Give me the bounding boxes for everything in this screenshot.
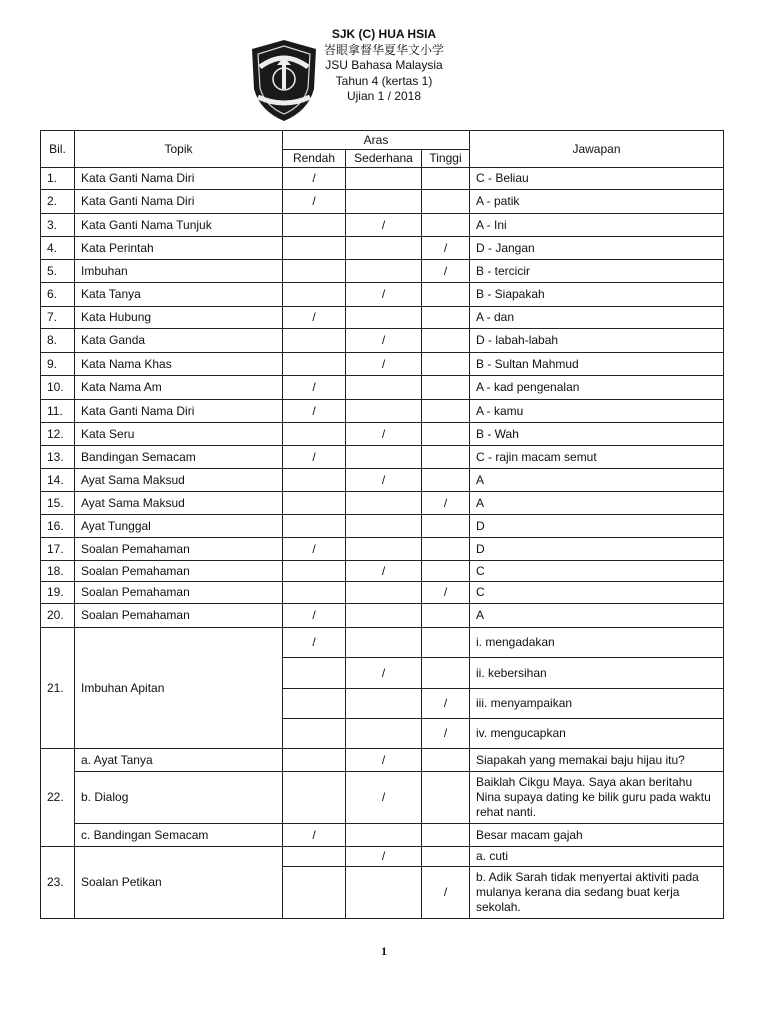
level-rendah-cell: [283, 749, 346, 772]
header-rendah: Rendah: [283, 150, 346, 168]
bil-cell: 13.: [41, 446, 75, 469]
level-rendah-cell: [283, 867, 346, 919]
bil-cell: 12.: [41, 423, 75, 446]
level-rendah-cell: [283, 515, 346, 538]
level-tinggi-cell: [422, 283, 470, 307]
table-row: [41, 469, 724, 492]
level-rendah-cell: [283, 353, 346, 376]
jawapan-cell: A: [470, 469, 724, 492]
topik-cell: Kata Ganda: [75, 329, 283, 353]
level-rendah-cell: [283, 689, 346, 719]
jawapan-cell: A - dan: [470, 307, 724, 329]
table-row: [41, 772, 724, 824]
jawapan-cell: A - kamu: [470, 400, 724, 423]
level-tinggi-cell: [422, 376, 470, 400]
topik-cell: Soalan Pemahaman: [75, 582, 283, 604]
table-row: [41, 376, 724, 400]
topik-cell: Ayat Tunggal: [75, 515, 283, 538]
table-row: [41, 168, 724, 190]
table-row: [41, 307, 724, 329]
topik-cell: Bandingan Semacam: [75, 446, 283, 469]
school-crest-logo: [246, 37, 322, 123]
level-tinggi-cell: [422, 847, 470, 867]
level-sederhana-cell: /: [346, 329, 422, 353]
topik-cell: Kata Nama Khas: [75, 353, 283, 376]
level-sederhana-cell: [346, 719, 422, 749]
topik-cell: Kata Perintah: [75, 237, 283, 260]
table-row: [41, 214, 724, 237]
table-row: [41, 283, 724, 307]
topik-cell: Kata Ganti Nama Diri: [75, 400, 283, 423]
level-sederhana-cell: [346, 446, 422, 469]
level-tinggi-cell: [422, 168, 470, 190]
jawapan-cell: Besar macam gajah: [470, 824, 724, 847]
level-sederhana-cell: /: [346, 772, 422, 824]
school-name: SJK (C) HUA HSIA: [331, 27, 437, 41]
level-tinggi-cell: [422, 749, 470, 772]
level-sederhana-cell: /: [346, 561, 422, 582]
year-paper: Tahun 4 (kertas 1): [335, 73, 433, 88]
level-rendah-cell: /: [283, 446, 346, 469]
table-row: [41, 400, 724, 423]
jawapan-cell: B - Sultan Mahmud: [470, 353, 724, 376]
table-row: [41, 582, 724, 604]
bil-cell: 6.: [41, 283, 75, 307]
level-rendah-cell: [283, 492, 346, 515]
level-tinggi-cell: [422, 214, 470, 237]
level-sederhana-cell: /: [346, 214, 422, 237]
level-sederhana-cell: /: [346, 749, 422, 772]
level-tinggi-cell: [422, 423, 470, 446]
jawapan-cell: ii. kebersihan: [470, 658, 724, 689]
level-rendah-cell: /: [283, 168, 346, 190]
bil-cell: 8.: [41, 329, 75, 353]
level-tinggi-cell: [422, 515, 470, 538]
level-tinggi-cell: /: [422, 689, 470, 719]
jawapan-cell: D - Jangan: [470, 237, 724, 260]
level-sederhana-cell: /: [346, 353, 422, 376]
table-row: [41, 824, 724, 847]
level-rendah-cell: [283, 719, 346, 749]
table-row: [41, 561, 724, 582]
topik-cell: Imbuhan: [75, 260, 283, 283]
level-sederhana-cell: [346, 400, 422, 423]
table-row: [41, 329, 724, 353]
jawapan-cell: iii. menyampaikan: [470, 689, 724, 719]
header-tinggi: Tinggi: [422, 150, 470, 168]
level-sederhana-cell: [346, 376, 422, 400]
table-row: [41, 538, 724, 561]
level-rendah-cell: [283, 214, 346, 237]
level-tinggi-cell: [422, 307, 470, 329]
jawapan-cell: C: [470, 561, 724, 582]
header-bil: Bil.: [41, 131, 75, 168]
level-rendah-cell: /: [283, 376, 346, 400]
level-tinggi-cell: [422, 772, 470, 824]
level-sederhana-cell: /: [346, 423, 422, 446]
level-sederhana-cell: /: [346, 283, 422, 307]
bil-cell: 7.: [41, 307, 75, 329]
level-rendah-cell: /: [283, 190, 346, 214]
level-tinggi-cell: [422, 658, 470, 689]
level-sederhana-cell: [346, 515, 422, 538]
level-rendah-cell: [283, 260, 346, 283]
topik-cell: Ayat Sama Maksud: [75, 492, 283, 515]
topik-cell: Imbuhan Apitan: [75, 628, 283, 749]
topik-cell: Kata Ganti Nama Tunjuk: [75, 214, 283, 237]
bil-cell: 4.: [41, 237, 75, 260]
level-sederhana-cell: [346, 168, 422, 190]
jawapan-cell: A - kad pengenalan: [470, 376, 724, 400]
school-name-chinese: 峇眼拿督华夏华文小学: [323, 42, 444, 57]
bil-cell: 18.: [41, 561, 75, 582]
topik-cell: a. Ayat Tanya: [75, 749, 283, 772]
level-sederhana-cell: /: [346, 847, 422, 867]
topik-cell: Kata Tanya: [75, 283, 283, 307]
level-tinggi-cell: /: [422, 867, 470, 919]
bil-cell: 19.: [41, 582, 75, 604]
jawapan-cell: A: [470, 492, 724, 515]
level-tinggi-cell: /: [422, 237, 470, 260]
table-body: [41, 168, 724, 919]
jawapan-cell: B - Wah: [470, 423, 724, 446]
topik-cell: Kata Nama Am: [75, 376, 283, 400]
jawapan-cell: B - Siapakah: [470, 283, 724, 307]
level-rendah-cell: [283, 847, 346, 867]
level-sederhana-cell: [346, 538, 422, 561]
bil-cell: 20.: [41, 604, 75, 628]
bil-cell: 2.: [41, 190, 75, 214]
jawapan-cell: C - rajin macam semut: [470, 446, 724, 469]
level-rendah-cell: /: [283, 400, 346, 423]
bil-cell: 5.: [41, 260, 75, 283]
table-row: [41, 604, 724, 628]
page-number: 1: [381, 944, 387, 958]
table-row: [41, 847, 724, 867]
topik-cell: b. Dialog: [75, 772, 283, 824]
bil-cell: 23.: [41, 847, 75, 919]
level-sederhana-cell: [346, 237, 422, 260]
bil-cell: 3.: [41, 214, 75, 237]
level-sederhana-cell: [346, 604, 422, 628]
document-header: [0, 24, 768, 120]
bil-cell: 15.: [41, 492, 75, 515]
jawapan-cell: C - Beliau: [470, 168, 724, 190]
bil-cell: 10.: [41, 376, 75, 400]
bil-cell: 14.: [41, 469, 75, 492]
topik-cell: Ayat Sama Maksud: [75, 469, 283, 492]
table-row: [41, 353, 724, 376]
level-rendah-cell: /: [283, 307, 346, 329]
level-rendah-cell: /: [283, 628, 346, 658]
table-row: [41, 190, 724, 214]
table-row: [41, 628, 724, 658]
table-row: [41, 423, 724, 446]
jawapan-cell: Siapakah yang memakai baju hijau itu?: [470, 749, 724, 772]
level-tinggi-cell: [422, 400, 470, 423]
bil-cell: 16.: [41, 515, 75, 538]
level-rendah-cell: [283, 582, 346, 604]
level-rendah-cell: [283, 283, 346, 307]
jawapan-cell: D: [470, 515, 724, 538]
level-tinggi-cell: [422, 628, 470, 658]
level-tinggi-cell: [422, 446, 470, 469]
level-rendah-cell: [283, 237, 346, 260]
jawapan-cell: C: [470, 582, 724, 604]
level-sederhana-cell: [346, 824, 422, 847]
bil-cell: 17.: [41, 538, 75, 561]
jawapan-cell: D - labah-labah: [470, 329, 724, 353]
jawapan-cell: a. cuti: [470, 847, 724, 867]
topik-cell: Kata Seru: [75, 423, 283, 446]
jawapan-cell: b. Adik Sarah tidak menyertai aktiviti pada mulanya kerana dia sedang buat kerja sekolah.: [470, 867, 724, 919]
topik-cell: Kata Hubung: [75, 307, 283, 329]
level-tinggi-cell: [422, 353, 470, 376]
level-sederhana-cell: [346, 492, 422, 515]
topik-cell: Soalan Pemahaman: [75, 561, 283, 582]
jawapan-cell: B - tercicir: [470, 260, 724, 283]
subject-title: JSU Bahasa Malaysia: [325, 58, 443, 72]
table-row: [41, 446, 724, 469]
level-rendah-cell: /: [283, 824, 346, 847]
topik-cell: Soalan Petikan: [75, 847, 283, 919]
level-sederhana-cell: [346, 628, 422, 658]
level-rendah-cell: [283, 469, 346, 492]
topik-cell: Soalan Pemahaman: [75, 604, 283, 628]
level-rendah-cell: [283, 329, 346, 353]
bil-cell: 22.: [41, 749, 75, 847]
topik-cell: c. Bandingan Semacam: [75, 824, 283, 847]
jawapan-cell: i. mengadakan: [470, 628, 724, 658]
table-row: [41, 260, 724, 283]
level-rendah-cell: [283, 561, 346, 582]
level-sederhana-cell: [346, 867, 422, 919]
jawapan-cell: A - patik: [470, 190, 724, 214]
level-rendah-cell: [283, 658, 346, 689]
level-rendah-cell: /: [283, 604, 346, 628]
jawapan-cell: A - Ini: [470, 214, 724, 237]
level-sederhana-cell: /: [346, 658, 422, 689]
table-row: [41, 749, 724, 772]
level-rendah-cell: /: [283, 538, 346, 561]
level-tinggi-cell: [422, 538, 470, 561]
jawapan-cell: Baiklah Cikgu Maya. Saya akan beritahu Nina supaya dating ke bilik guru pada waktu rehat nanti.: [470, 772, 724, 824]
jsu-table: [40, 130, 724, 919]
bil-cell: 21.: [41, 628, 75, 749]
header-aras: Aras: [283, 131, 470, 150]
bil-cell: 11.: [41, 400, 75, 423]
level-sederhana-cell: [346, 582, 422, 604]
level-tinggi-cell: [422, 469, 470, 492]
header-topik: Topik: [75, 131, 283, 168]
level-rendah-cell: [283, 772, 346, 824]
level-sederhana-cell: [346, 689, 422, 719]
level-tinggi-cell: [422, 561, 470, 582]
topik-cell: Kata Ganti Nama Diri: [75, 190, 283, 214]
level-tinggi-cell: [422, 824, 470, 847]
level-tinggi-cell: /: [422, 492, 470, 515]
level-sederhana-cell: /: [346, 469, 422, 492]
level-tinggi-cell: [422, 190, 470, 214]
level-tinggi-cell: /: [422, 582, 470, 604]
bil-cell: 9.: [41, 353, 75, 376]
exam-title: Ujian 1 / 2018: [346, 89, 422, 103]
level-rendah-cell: [283, 423, 346, 446]
bil-cell: 1.: [41, 168, 75, 190]
table-row: [41, 492, 724, 515]
level-tinggi-cell: [422, 604, 470, 628]
topik-cell: Soalan Pemahaman: [75, 538, 283, 561]
header-jawapan: Jawapan: [470, 131, 724, 168]
jawapan-cell: A: [470, 604, 724, 628]
header-text: [314, 27, 454, 105]
level-tinggi-cell: /: [422, 260, 470, 283]
level-sederhana-cell: [346, 307, 422, 329]
topik-cell: Kata Ganti Nama Diri: [75, 168, 283, 190]
level-sederhana-cell: [346, 190, 422, 214]
level-tinggi-cell: [422, 329, 470, 353]
level-sederhana-cell: [346, 260, 422, 283]
header-sederhana: Sederhana: [346, 150, 422, 168]
jawapan-cell: iv. mengucapkan: [470, 719, 724, 749]
jawapan-cell: D: [470, 538, 724, 561]
level-tinggi-cell: /: [422, 719, 470, 749]
table-row: [41, 237, 724, 260]
table-row: [41, 515, 724, 538]
